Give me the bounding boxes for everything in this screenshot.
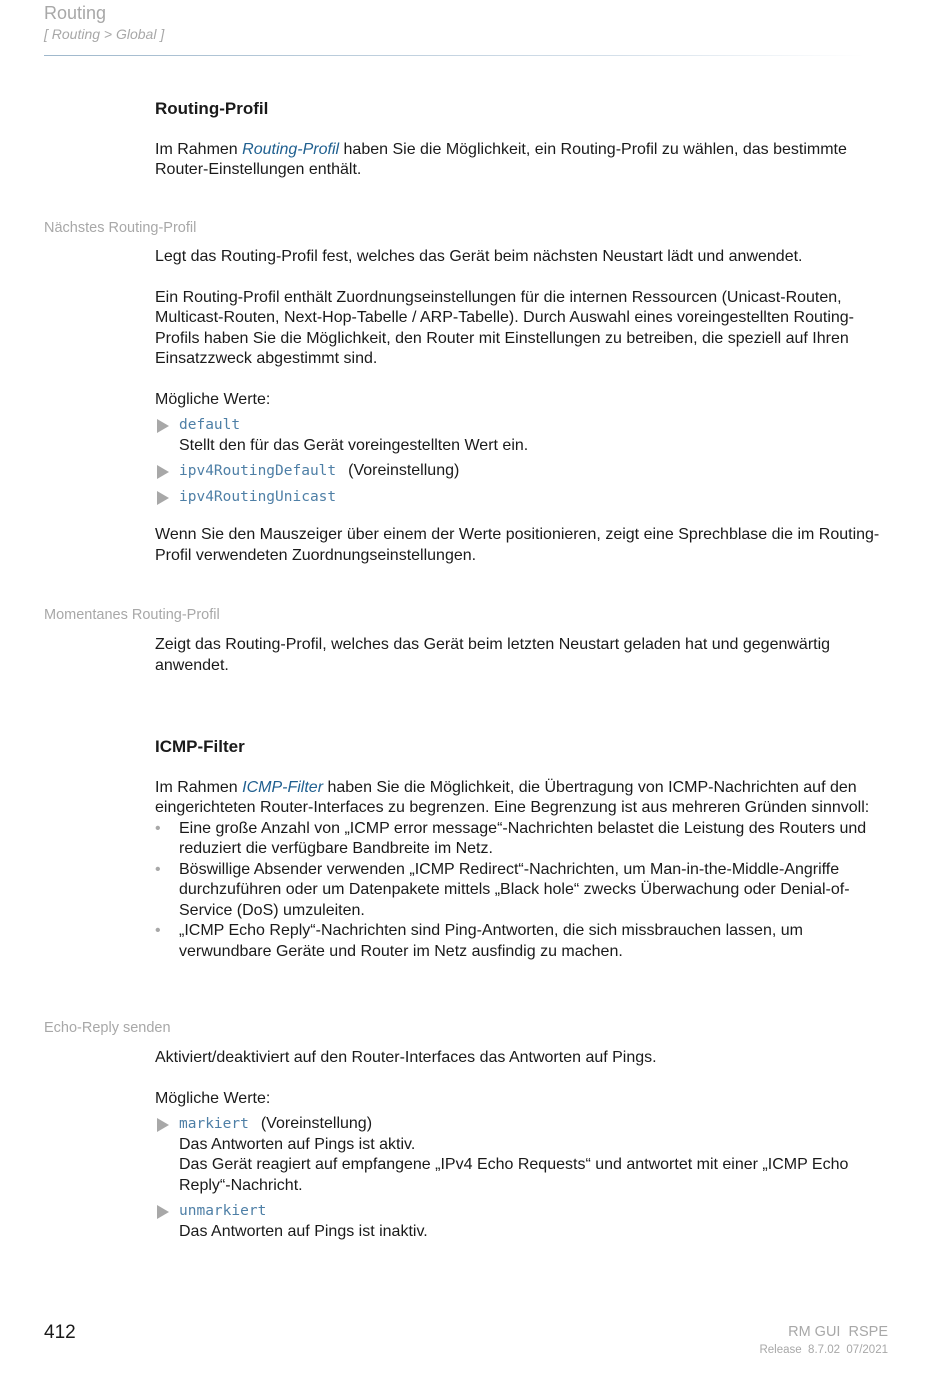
values-label: Mögliche Werte: xyxy=(155,1089,271,1107)
option-ipv4-routing-unicast xyxy=(155,487,895,508)
momentanes-routing-profil-label: Momentanes Routing-Profil xyxy=(44,607,220,623)
bullet-dot-icon: • xyxy=(155,922,161,939)
option-desc: Das Antworten auf Pings ist aktiv. xyxy=(179,1135,416,1153)
routing-profil-intro xyxy=(155,140,895,181)
list-item xyxy=(155,921,895,962)
values-label: Mögliche Werte: xyxy=(155,390,271,408)
echo-reply-label: Echo-Reply senden xyxy=(44,1020,171,1036)
bullet-dot-icon: • xyxy=(155,860,161,878)
option-value: unmarkiert xyxy=(179,1203,267,1219)
naechstes-routing-profil-label: Nächstes Routing-Profil xyxy=(44,220,197,236)
triangle-right-icon xyxy=(157,465,169,479)
naechstes-desc1: Legt das Routing-Profil fest, welches das Gerät beim nächsten Neustart lädt und anwendet. xyxy=(155,248,803,265)
running-header-title: Routing xyxy=(44,3,107,23)
icmp-filter-link[interactable]: ICMP-Filter xyxy=(242,778,324,796)
option-default xyxy=(155,415,895,456)
option-desc: Das Gerät reagiert auf empfangene „IPv4 Echo Requests“ und antwortet mit einer „ICMP Echo Reply“-Nachricht. xyxy=(179,1156,849,1194)
naechstes-section xyxy=(155,247,895,566)
intro-text: Im Rahmen xyxy=(155,778,243,796)
option-ipv4-routing-default xyxy=(155,461,895,482)
intro-text: haben Sie die Möglichkeit, die Übertragung von ICMP-Nachrichten auf den eingerichteten Router-Interfaces zu begrenzen. Eine Begrenzung ist aus mehreren Gründen sinnvoll: xyxy=(155,778,870,816)
echo-desc: Aktiviert/deaktiviert auf den Router-Interfaces das Antworten auf Pings. xyxy=(155,1049,657,1066)
option-note: (Voreinstellung) xyxy=(348,462,460,479)
icmp-intro xyxy=(155,778,895,819)
routing-profil-section xyxy=(155,99,895,181)
momentanes-desc: Zeigt das Routing-Profil, welches das Gerät beim letzten Neustart geladen hat und gegenwärtig anwendet. xyxy=(155,636,831,674)
momentanes-section xyxy=(155,635,895,676)
bullet-text: „ICMP Echo Reply“-Nachrichten sind Ping-Antworten, die sich missbrauchen lassen, um verwundbare Geräte und Router im Netz ausfindig zu machen. xyxy=(179,922,803,960)
triangle-right-icon xyxy=(157,419,169,433)
intro-text: Im Rahmen xyxy=(155,140,243,158)
option-value: ipv4RoutingDefault xyxy=(179,463,337,479)
option-desc: Das Antworten auf Pings ist inaktiv. xyxy=(179,1222,428,1240)
triangle-right-icon xyxy=(157,491,169,505)
triangle-right-icon xyxy=(157,1118,169,1132)
naechstes-desc2: Ein Routing-Profil enthält Zuordnungseinstellungen für die internen Ressourcen (Unicast-Routen, Multicast-Routen, Next-Hop-Tabelle / ARP-Tabelle). Durch Auswahl eines voreingestellten Routing-Profils haben Sie die Möglichkeit, den Router mit Einstellungen zu betreiben, die speziell auf Ihren Einsatzzweck abgestimmt sind. xyxy=(155,288,854,367)
echo-reply-section xyxy=(155,1048,895,1242)
option-note: (Voreinstellung) xyxy=(260,1115,373,1132)
document-name: RM GUI RSPE xyxy=(788,1324,888,1340)
option-desc: Stellt den für das Gerät voreingestellten Wert ein. xyxy=(179,436,529,454)
routing-profil-heading: Routing-Profil xyxy=(155,99,269,118)
bullet-text: Böswillige Absender verwenden „ICMP Redirect“-Nachrichten, um Man-in-the-Middle-Angriffe durchzuführen oder um Datenpakete mittels „Black hole“ zwecks Überwachung oder Denial-of-Service (DoS) umzuleiten. xyxy=(179,860,850,919)
breadcrumb: [ Routing > Global ] xyxy=(44,26,165,42)
option-markiert xyxy=(155,1114,895,1196)
intro-text: haben Sie die Möglichkeit, ein Routing-Profil zu wählen, das bestimmte Router-Einstellungen enthält. xyxy=(155,140,847,178)
option-value: default xyxy=(179,417,241,433)
option-unmarkiert xyxy=(155,1201,895,1242)
page-number: 412 xyxy=(44,1322,76,1343)
release-info: Release 8.7.02 07/2021 xyxy=(759,1344,888,1356)
triangle-right-icon xyxy=(157,1205,169,1219)
option-value: markiert xyxy=(179,1116,249,1132)
icmp-filter-heading: ICMP-Filter xyxy=(155,737,245,756)
routing-profil-link[interactable]: Routing-Profil xyxy=(242,140,340,158)
bullet-text: Eine große Anzahl von „ICMP error message“-Nachrichten belastet die Leistung des Routers und reduziert die verfügbare Bandbreite im Netz. xyxy=(179,819,867,857)
bullet-dot-icon: • xyxy=(155,819,161,837)
naechstes-footer: Wenn Sie den Mauszeiger über einem der Werte positionieren, zeigt eine Sprechblase die im Routing-Profil verwendeten Zuordnungseinstellungen. xyxy=(155,526,880,564)
list-item xyxy=(155,860,895,922)
option-value: ipv4RoutingUnicast xyxy=(179,488,337,505)
header-divider xyxy=(44,55,864,56)
list-item xyxy=(155,819,895,860)
icmp-filter-section xyxy=(155,737,895,962)
